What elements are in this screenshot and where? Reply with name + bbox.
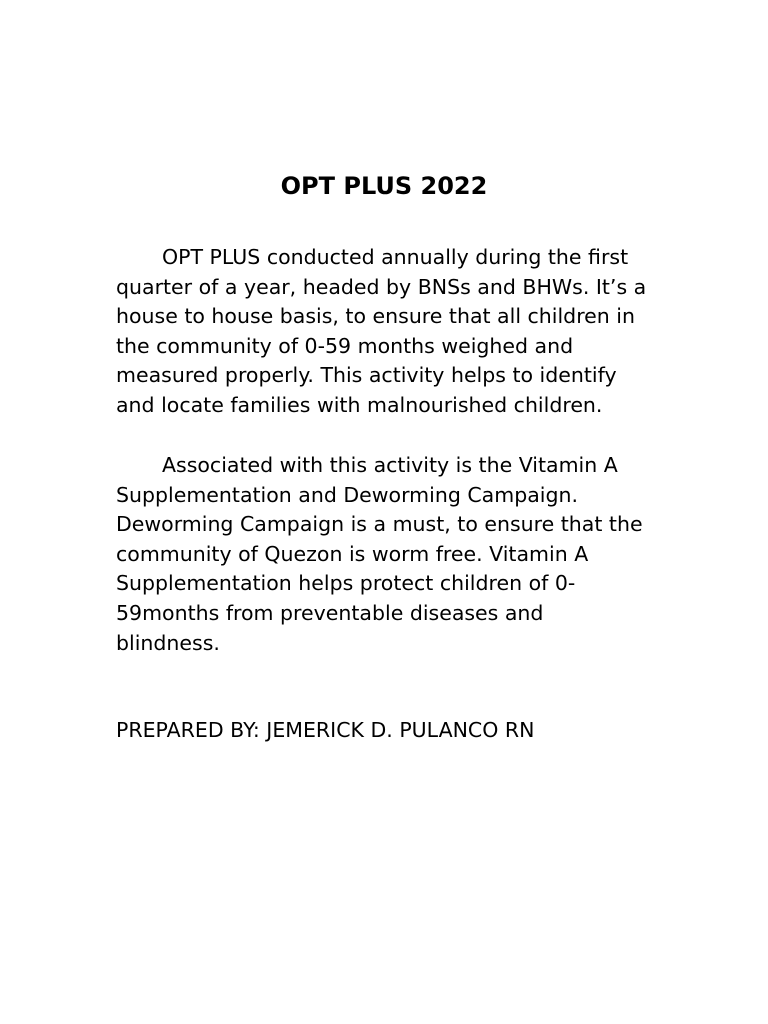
paragraph-2-line-7: blindness.: [116, 630, 220, 655]
paragraph-1: [116, 243, 656, 421]
paragraph-1-line-6: and locate families with malnourished children.: [116, 392, 603, 417]
paragraph-2-line-3: Deworming Campaign is a must, to ensure that the: [116, 512, 643, 537]
paragraph-2-line-5: Supplementation helps protect children of 0-: [116, 571, 576, 596]
paragraph-2-line-4: community of Quezon is worm free. Vitamin A: [116, 541, 589, 566]
paragraph-2-line-6: 59months from preventable diseases and: [116, 600, 544, 625]
paragraph-2-line-1: Associated with this activity is the Vitamin A: [162, 453, 618, 477]
paragraph-2: [116, 451, 656, 658]
paragraph-1-line-4: the community of 0-59 months weighed and: [116, 333, 574, 358]
paragraph-1-line-1: OPT PLUS conducted annually during the first: [162, 245, 629, 269]
prepared-by: PREPARED BY: JEMERICK D. PULANCO RN: [116, 718, 535, 742]
paragraph-1-line-2: quarter of a year, headed by BNSs and BHWs. It’s a: [116, 274, 647, 299]
document-title: OPT PLUS 2022: [280, 172, 488, 200]
paragraph-1-line-3: house to house basis, to ensure that all children in: [116, 304, 635, 329]
paragraph-1-line-5: measured properly. This activity helps to identify: [116, 363, 617, 388]
paragraph-2-line-2: Supplementation and Deworming Campaign.: [116, 482, 578, 507]
